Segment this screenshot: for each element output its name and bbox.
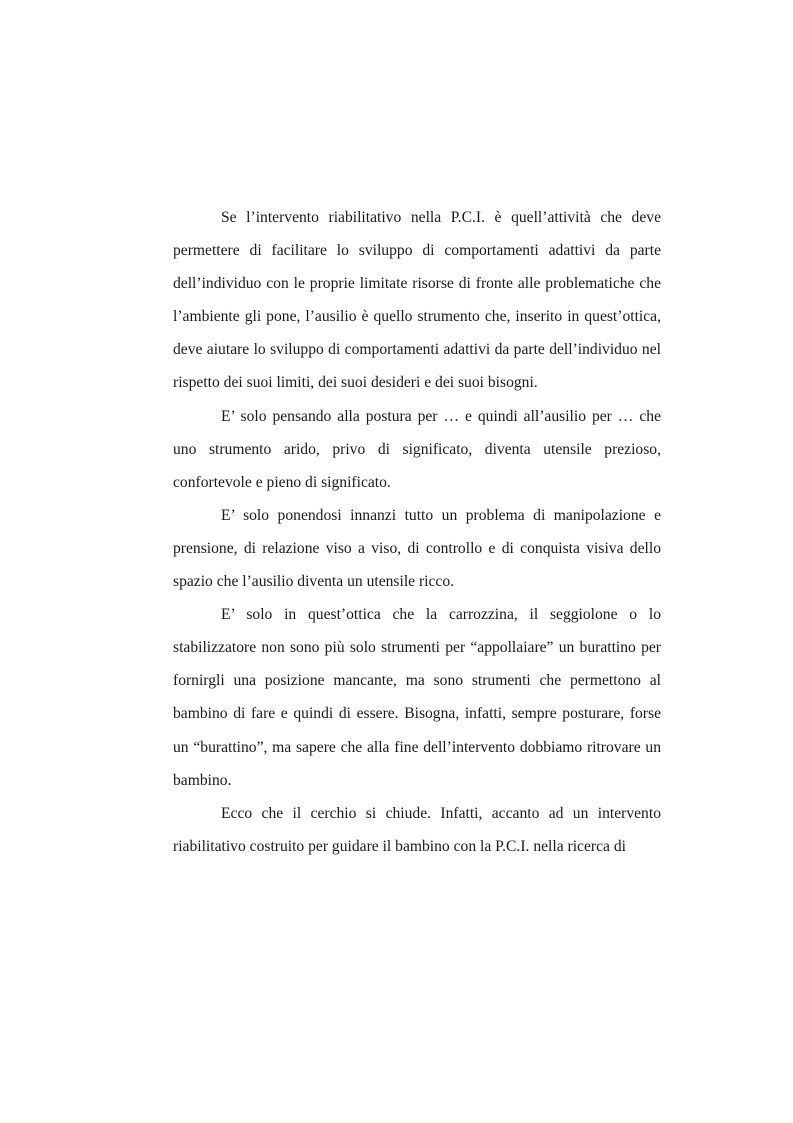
body-text — [173, 201, 661, 863]
paragraph-5: Ecco che il cerchio si chiude. Infatti, accanto ad un intervento riabilitativo costruito per guidare il bambino con la P.C.I. nella ricerca di — [173, 804, 661, 855]
paragraph-2: E’ solo pensando alla postura per … e quindi all’ausilio per … che uno strumento arido, privo di significato, diventa utensile prezioso, confortevole e pieno di significato. — [173, 407, 661, 491]
paragraph-1: Se l’intervento riabilitativo nella P.C.I. è quell’attività che deve permettere di facilitare lo sviluppo di comportamenti adattivi da parte dell’individuo con le proprie limitate risorse di fronte alle problematiche che l’ambiente gli pone, l’ausilio è quello strumento che, inserito in quest’ottica, deve aiutare lo sviluppo di comportamenti adattivi da parte dell’individuo nel rispetto dei suoi limiti, dei suoi desideri e dei suoi bisogni. — [173, 209, 661, 392]
paragraph-3: E’ solo ponendosi innanzi tutto un problema di manipolazione e prensione, di relazione viso a viso, di controllo e di conquista visiva dello spazio che l’ausilio diventa un utensile ricco. — [173, 506, 661, 591]
paragraph-4: E’ solo in quest’ottica che la carrozzina, il seggiolone o lo stabilizzatore non sono più solo strumenti per “appollaiare” un burattino per fornirgli una posizione mancante, ma sono strumenti che permettono al bambino di fare e quindi di essere. Bisogna, infatti, sempre posturare, forse un “burattino”, ma sapere che alla fine dell’intervento dobbiamo ritrovare un bambino. — [173, 606, 661, 789]
